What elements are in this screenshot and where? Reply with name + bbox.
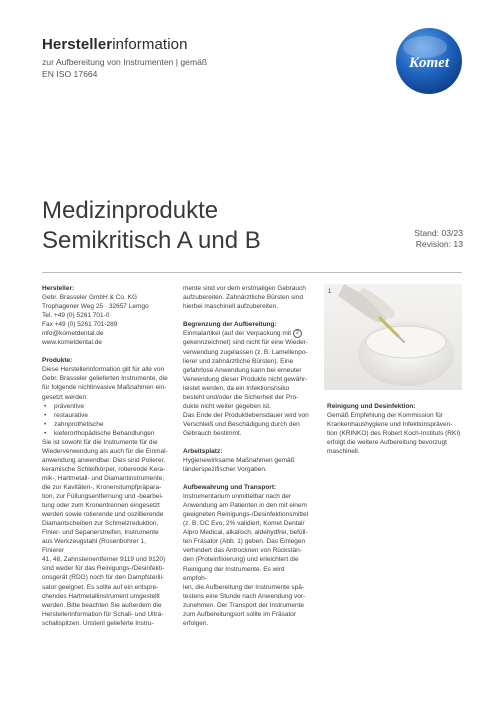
text-line: sator geeignet. Es sollte auf ein entspre- [42, 583, 159, 591]
reinigung-text [327, 411, 463, 456]
text-line: Anwendung am Patienten in den mit einem [183, 502, 307, 510]
text-line: erfolgen. [183, 619, 209, 627]
produkte-body [42, 438, 168, 628]
text-line: dukte nicht weiter gegeben ist. [183, 402, 271, 410]
text-line: Trophagener Weg 25 · 32657 Lemgo [42, 303, 149, 311]
text-line: aufzubereiten. Zahnärztliche Bürsten sind [183, 294, 303, 302]
text-line: die zur Kavitäten-, Kronenstumpfpräpara- [42, 483, 162, 491]
text-line: besteht und/oder die Sicherheit der Pro- [183, 393, 299, 401]
text-line: Hygienewirksame Maßnahmen gemäß [183, 457, 295, 465]
text-line: geeigneten Reinigungs-/Desinfektionsmittel [183, 511, 309, 519]
text-line: gefahrlose Anwendung kann bei erneuter [183, 366, 302, 374]
text-line: zum Aufbereitungsort sollte im Fräsator [183, 610, 297, 618]
text-line: Verschleiß und Beschädigung durch den [183, 420, 300, 428]
arbeitsplatz-heading: Arbeitsplatz: [183, 447, 223, 455]
text-line: Diamantscheiben zur Schmelzreduktion, [42, 520, 159, 528]
produkte-intro [42, 365, 168, 401]
logo-text: Komet [409, 55, 449, 71]
arbeitsplatz-text [183, 456, 309, 474]
bullet-item: • restaurative [54, 411, 168, 420]
column-2 [183, 284, 309, 628]
text-line: erfolgt die weitere Aufbereitung bevorzugt [327, 439, 447, 447]
aufbewahrung-text [183, 492, 309, 628]
column-2-intro [183, 284, 309, 311]
text-line: Tel. +49 (0) 5261 701-0 [42, 312, 110, 320]
text-line: werden. Bitte beachten Sie außerdem die [42, 601, 162, 609]
figure-number: 1 [328, 289, 332, 295]
revision-info: Stand: 03/23 Revision: 13 [414, 228, 463, 249]
begrenzung-first-line: Einmalartikel (auf der Verpackung mit 2 [183, 329, 309, 338]
column-3 [327, 402, 463, 456]
text-line: maschinell. [327, 448, 360, 456]
hersteller-heading: Hersteller: [42, 285, 75, 292]
single-use-symbol: 2 [293, 329, 302, 338]
text-line: gekennzeichnet) sind nicht für eine Wieder- [183, 339, 309, 347]
bullet-item: • präventive [54, 402, 168, 411]
text-line: Krankenhaushygiene und Infektionspräven- [327, 421, 453, 429]
begrenzung-text [183, 338, 309, 438]
text-line: hierbei maschinell aufzubereiten. [183, 303, 279, 311]
aufbewahrung-heading: Aufbewahrung und Transport: [183, 484, 277, 492]
text-line: testens eine Stunde nach Anwendung vor- [183, 592, 306, 600]
text-line: len, die Aufbereitung der Instrumente spä- [183, 583, 305, 591]
text-line: Gebrauch bestimmt. [183, 429, 242, 437]
text-line: aus Werkzeugstahl (Rosenbohrer 1, Finierer [42, 538, 146, 555]
text-line: Reinigung der Instrumente. Es wird empfoh- [183, 565, 285, 582]
text-line: zunehmen. Der Transport der Instrumente [183, 601, 305, 609]
document-header-title: Herstellerinformation [42, 36, 188, 53]
text-line: tung oder zum Kronentrennen eingesetzt [42, 502, 160, 510]
text-line: Herstellerinformation für Schall- und Ultra- [42, 610, 164, 618]
text-line: länderspezifischer Vorgaben. [183, 466, 267, 474]
text-line: Gemäß Empfehlung der Kommission für [327, 412, 443, 420]
document-header-subtitle: zur Aufbereitung von Instrumenten | gemäß EN ISO 17664 [42, 57, 208, 79]
text-line: Fax +49 (0) 5261 701-289 [42, 321, 118, 329]
text-line: Diese Herstellerinformation gilt für alle von [42, 366, 165, 374]
bullet-item: • kieferorthopädische Behandlungen [54, 429, 168, 438]
text-line: verwendung zugelassen (z. B. Lamellenpo- [183, 348, 308, 356]
text-line: Das Ende der Produktlebensdauer wird von [183, 411, 309, 419]
text-line: Alpro Medical, alkalisch, aldehydfrei, befüll- [183, 529, 308, 537]
produkte-bullet-list [42, 402, 168, 438]
text-line: Verwendung dieser Produkte nicht gewähr- [183, 375, 308, 383]
text-line: leistet werden, da ein Infektionsrisiko [183, 384, 290, 392]
text-line: info@kometdental.de [42, 330, 104, 338]
text-line: Gebr. Brasseler GmbH & Co. KG [42, 294, 138, 302]
text-line: anwendung anwendbar. Dies sind Polierer, [42, 456, 166, 464]
text-line: den (Proteinfixierung) und erleichtert die [183, 556, 299, 564]
reinigung-heading: Reinigung und Desinfektion: [327, 403, 416, 410]
text-line: lierer und zahnärztliche Bürsten). Eine [183, 357, 294, 365]
text-line: ten Fräsator (Abb. 1) geben. Das Einlegen [183, 538, 306, 546]
text-line: mik-, Hartmetall- und Diamantinstrumente, [42, 474, 165, 482]
text-line: 41, 48, Zahnsteinentferner 9119 und 9120) [42, 556, 166, 564]
text-line: schallspitzen. Unsteril gelieferte Instru- [42, 619, 154, 627]
text-line: tion (KRINKO) des Robert Koch-Instituts (RKI) [327, 430, 461, 438]
text-line: für folgende nichtinvasive Maßnahmen ein- [42, 384, 167, 392]
text-line: keramische Schleifkörper, rotierende Kera- [42, 465, 166, 473]
text-line: www.kometdental.de [42, 339, 102, 347]
text-line: verhindert das Antrocknen von Rückstän- [183, 547, 302, 555]
hersteller-address [42, 293, 168, 347]
produkte-heading: Produkte: [42, 357, 73, 365]
bullet-item: • zahnprothetische [54, 420, 168, 429]
page-title: Medizinprodukte Semikritisch A und B [42, 197, 261, 254]
text-line: Sie ist sowohl für die Instrumente für die [42, 438, 158, 446]
text-line: sind weder für das Reinigungs-/Desinfekti- [42, 565, 165, 573]
text-line: werden sowie rotierende und oszillierende [42, 511, 164, 519]
text-line: (z. B. DC Evo, 2% validiert, Komet Dental/ [183, 520, 305, 528]
column-1 [42, 284, 168, 628]
text-line: onsgerät (RDG) noch für den Dampfsterili- [42, 574, 165, 582]
text-line: Instrumentarium unmittelbar nach der [183, 493, 292, 501]
text-line: mente sind vor dem erstmaligen Gebrauch [183, 285, 306, 292]
divider [42, 272, 462, 273]
figure-1-photo [324, 284, 462, 390]
begrenzung-heading: Begrenzung der Aufbereitung: [183, 321, 277, 329]
text-line: chendes Hartmetallinstrument umgestellt [42, 592, 160, 600]
text-line: Finier- und Separierstreifen, Instrumente [42, 529, 159, 537]
text-line: gesetzt werden: [42, 393, 88, 401]
text-line: Gebr. Brasseler gelieferten Instrumente, die [42, 375, 168, 383]
text-line: Wiederverwendung als auch für die Einmal- [42, 447, 168, 455]
text-line: tion, zur Füllungsentfernung und -bearbei- [42, 493, 164, 501]
komet-logo [395, 27, 463, 95]
